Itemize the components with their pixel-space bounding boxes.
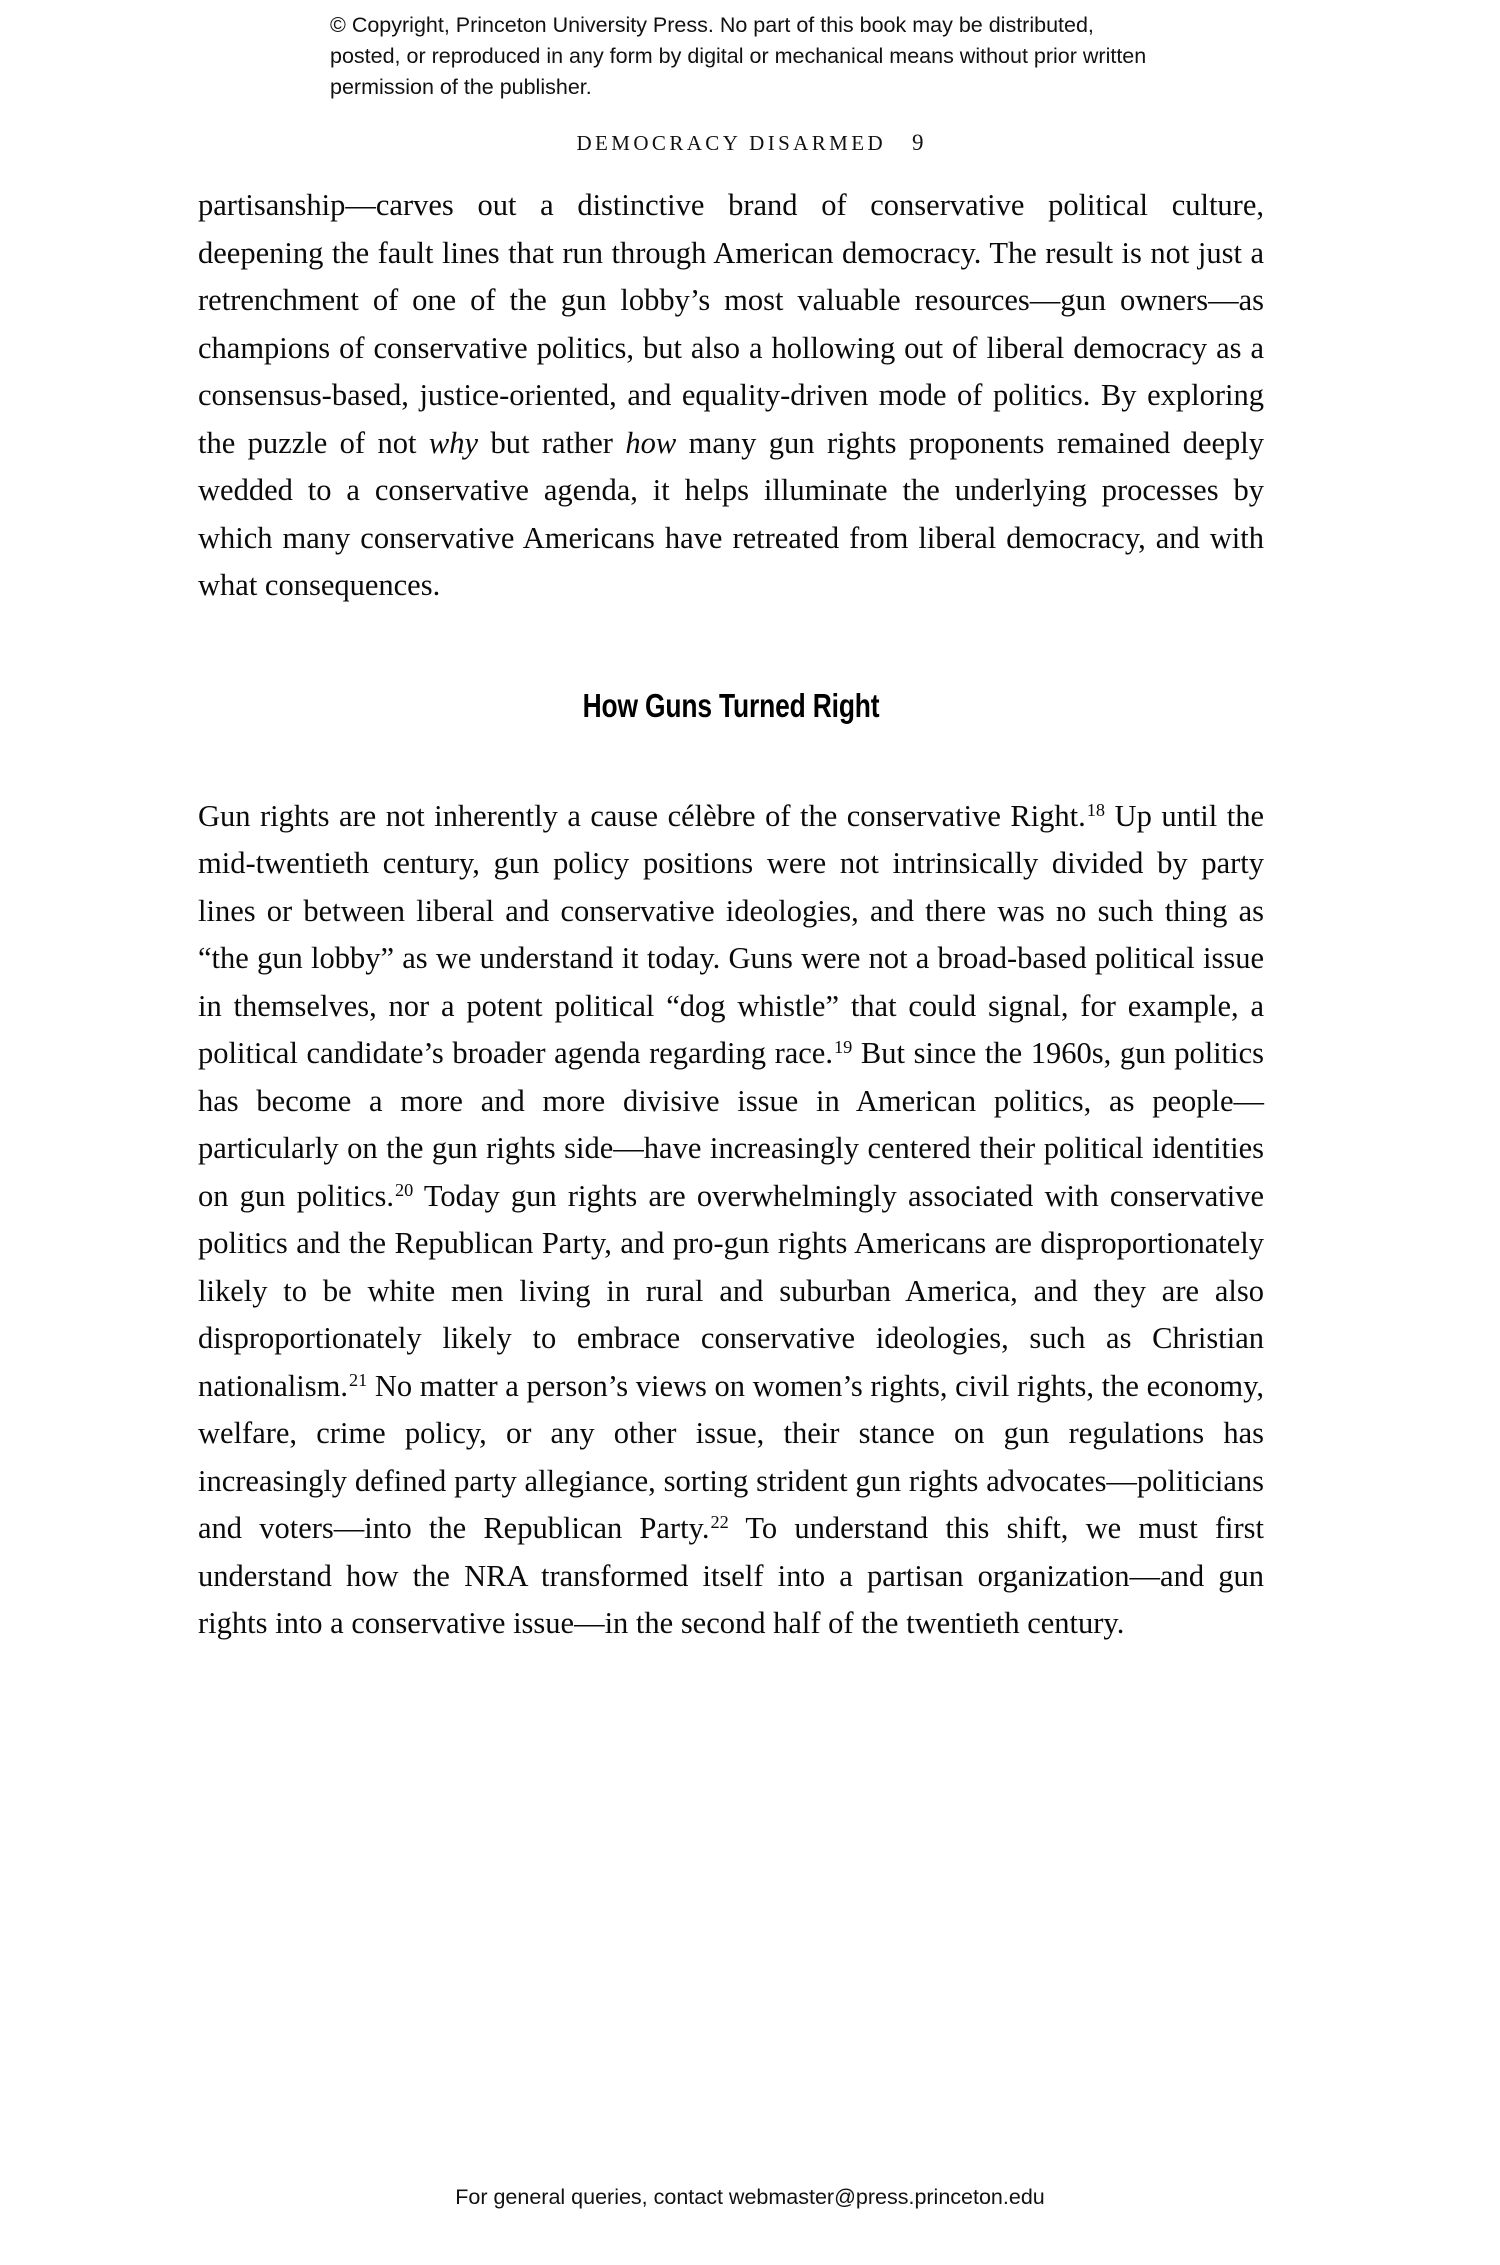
footnote-marker-20[interactable]: 20 (395, 1179, 414, 1200)
paragraph-1-italic-how: how (625, 425, 677, 460)
section-heading-wrapper (198, 686, 1264, 726)
paragraph-1-part-3: many gun rights proponents remained deeply wedded to a conservative agenda, it helps illuminate the underlying processes by which many conservative Americans have retreated from liberal democracy, and with what consequences. (198, 425, 1264, 602)
copyright-notice (0, 10, 1500, 103)
paragraph-1-part-1: partisanship—carves out a distinctive brand of conservative political culture, deepening the fault lines that run through American democracy. The result is not just a retrenchment of one of the gun lobby’s most valuable resources—gun owners—as champions of conservative politics, but also a hollowing out of liberal democracy as a consensus-based, justice-oriented, and equality-driven mode of politics. By exploring the puzzle of not (198, 188, 1264, 460)
paragraph-1-part-2: but rather (478, 425, 626, 460)
footnote-marker-22[interactable]: 22 (710, 1512, 729, 1533)
paragraph-2-part-6: To understand this shift, we must first understand how the NRA transformed itself into a partisan organization—and gun rights into a conservative issue—in the second half of the twentieth century. (198, 1511, 1265, 1640)
footnote-marker-19[interactable]: 19 (833, 1037, 853, 1058)
footer-queries-text: For general queries, contact webmaster@press.princeton.edu (455, 2185, 1045, 2209)
running-head-title: DEMOCRACY DISARMED (576, 131, 887, 155)
body-paragraph-continuation (198, 182, 1264, 610)
page-number: 9 (912, 130, 924, 155)
page-footer (0, 2185, 1500, 2210)
section-heading: How Guns Turned Right (582, 686, 880, 724)
paragraph-2-part-4: Today gun rights are overwhelmingly associated with conservative politics and the Republican Party, and pro-gun rights Americans are disproportionately likely to be white men living in rural and suburban America, and they are also disproportionately likely to embrace conservative ideologies, such as Christian nationalism. (198, 1178, 1264, 1403)
running-head (0, 130, 1500, 156)
footnote-marker-21[interactable]: 21 (348, 1369, 368, 1390)
paragraph-2-part-1: Gun rights are not inherently a cause célèbre of the conservative Right. (198, 798, 1086, 833)
paragraph-2-part-3: But since the 1960s, gun politics has become a more and more divisive issue in American politics, as people—particularly on the gun rights side—have increasingly centered their political identities on gun politics. (198, 1036, 1265, 1213)
footnote-marker-18[interactable]: 18 (1086, 799, 1106, 820)
main-text-column (198, 182, 1264, 1648)
paragraph-1-italic-why: why (428, 425, 479, 460)
paragraph-2-part-5: No matter a person’s views on women’s rights, civil rights, the economy, welfare, crime policy, or any other issue, their stance on gun regulations has increasingly defined party allegiance, sorting strident gun rights advocates—politicians and voters—into the Republican Party. (198, 1368, 1265, 1545)
copyright-notice-text: © Copyright, Princeton University Press. No part of this book may be distributed, posted, or reproduced in any form by digital or mechanical means without prior written permission of the publisher. (330, 13, 1147, 99)
body-paragraph-how-guns-turned-right (198, 793, 1264, 1648)
paragraph-2-part-2: Up until the mid-twentieth century, gun policy positions were not intrinsically divided by party lines or between liberal and conservative ideologies, and there was no such thing as “the gun lobby” as we understand it today. Guns were not a broad-based political issue in themselves, nor a potent political “dog whistle” that could signal, for example, a political candidate’s broader agenda regarding race. (198, 798, 1264, 1070)
